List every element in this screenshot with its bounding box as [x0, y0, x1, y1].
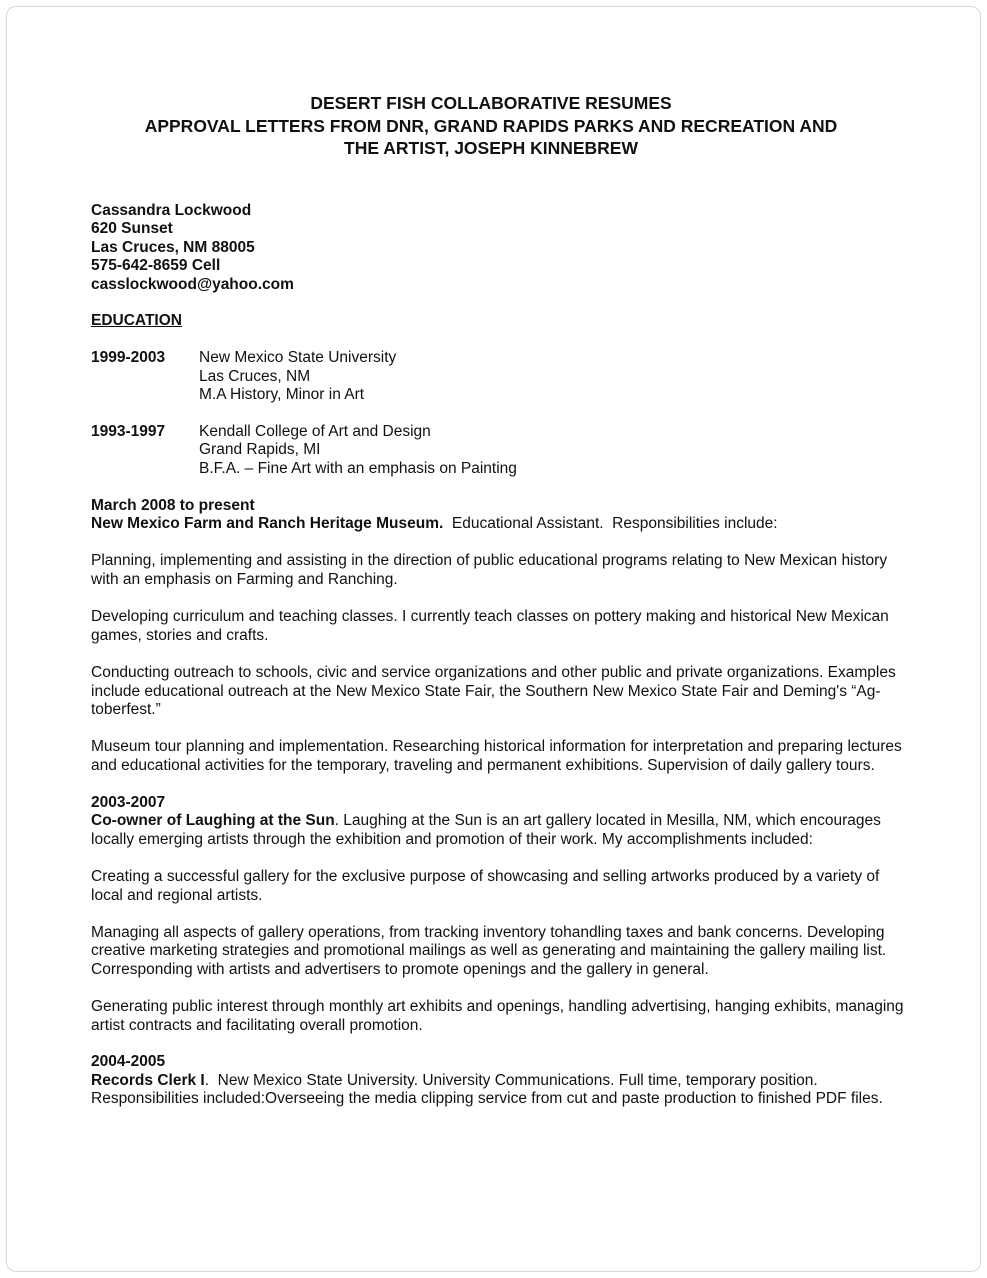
title-line-2: APPROVAL LETTERS FROM DNR, GRAND RAPIDS PARKS AND RECREATION AND	[144, 115, 838, 136]
education-degree: M.A History, Minor in Art	[199, 386, 365, 404]
education-location: Las Cruces, NM	[199, 367, 311, 385]
contact-phone: 575-642-8659 Cell	[91, 257, 221, 275]
contact-name: Cassandra Lockwood	[91, 201, 252, 219]
education-details	[199, 423, 517, 479]
education-school: Kendall College of Art and Design	[199, 422, 431, 440]
resume-document	[91, 92, 911, 1109]
job-paragraph: Planning, implementing and assisting in the direction of public educational programs relating to New Mexican history with an emphasis on Farming and Ranching.	[91, 552, 888, 588]
job-date: 2003-2007	[91, 793, 166, 811]
education-years: 1993-1997	[91, 422, 166, 440]
education-heading: EDUCATION	[91, 312, 182, 330]
job-header	[91, 1072, 911, 1109]
job-paragraph: Museum tour planning and implementation. Researching historical information for interpretation and preparing lectures and educational activities for the temporary, traveling and permanent exhibitions. Supervision of daily gallery tours.	[91, 738, 902, 774]
job-role: Educational Assistant. Responsibilities include:	[443, 515, 778, 533]
contact-street: 620 Sunset	[91, 220, 173, 238]
job-date: 2004-2005	[91, 1053, 166, 1071]
education-entry	[91, 423, 911, 479]
job-paragraph: Managing all aspects of gallery operations, from tracking inventory tohandling taxes and bank concerns. Developing creative marketing strategies and promotional mailings as well as generating and maintaining the gallery mailing list. Corresponding with artists and advertisers to promote openings and the gallery in general.	[91, 923, 887, 978]
title-line-1: DESERT FISH COLLABORATIVE RESUMES	[310, 93, 672, 113]
contact-block	[91, 202, 911, 295]
job-employer: Co-owner of Laughing at the Sun	[91, 812, 335, 830]
education-years: 1999-2003	[91, 349, 166, 367]
contact-email: casslockwood@yahoo.com	[91, 275, 294, 293]
job-employer: Records Clerk I	[91, 1071, 205, 1089]
education-entry	[91, 349, 911, 405]
job-paragraph: Generating public interest through monthly art exhibits and openings, handling advertising, hanging exhibits, managing artist contracts and facilitating overall promotion.	[91, 998, 904, 1034]
job-paragraph: Developing curriculum and teaching classes. I currently teach classes on pottery making and historical New Mexican games, stories and crafts.	[91, 608, 889, 644]
job-header	[91, 515, 911, 534]
title-line-3: THE ARTIST, JOSEPH KINNEBREW	[344, 138, 638, 158]
job-employer: New Mexico Farm and Ranch Heritage Museum.	[91, 515, 444, 533]
education-location: Grand Rapids, MI	[199, 441, 321, 459]
education-degree: B.F.A. – Fine Art with an emphasis on Painting	[199, 460, 517, 478]
job-date: March 2008 to present	[91, 496, 255, 514]
education-details	[199, 349, 396, 405]
education-school: New Mexico State University	[199, 349, 397, 367]
job-paragraph: Creating a successful gallery for the exclusive purpose of showcasing and selling artworks produced by a variety of local and regional artists.	[91, 867, 880, 904]
document-title	[91, 92, 891, 160]
job-paragraph: Conducting outreach to schools, civic and service organizations and other public and private organizations. Examples include educational outreach at the New Mexico State Fair, the Southern New Mexico State Fair and Deming's “Ag-toberfest.”	[91, 663, 896, 719]
job-header	[91, 812, 911, 849]
job-role: . Laughing at the Sun is an art gallery located in Mesilla, NM, which encourages locally emerging artists through the exhibition and promotion of their work. My accomplishments included:	[91, 812, 881, 848]
contact-city: Las Cruces, NM 88005	[91, 238, 255, 256]
job-role: . New Mexico State University. University Communications. Full time, temporary position. Responsibilities included:Overseeing the media clipping service from cut and paste production to finished PDF files.	[91, 1071, 883, 1108]
